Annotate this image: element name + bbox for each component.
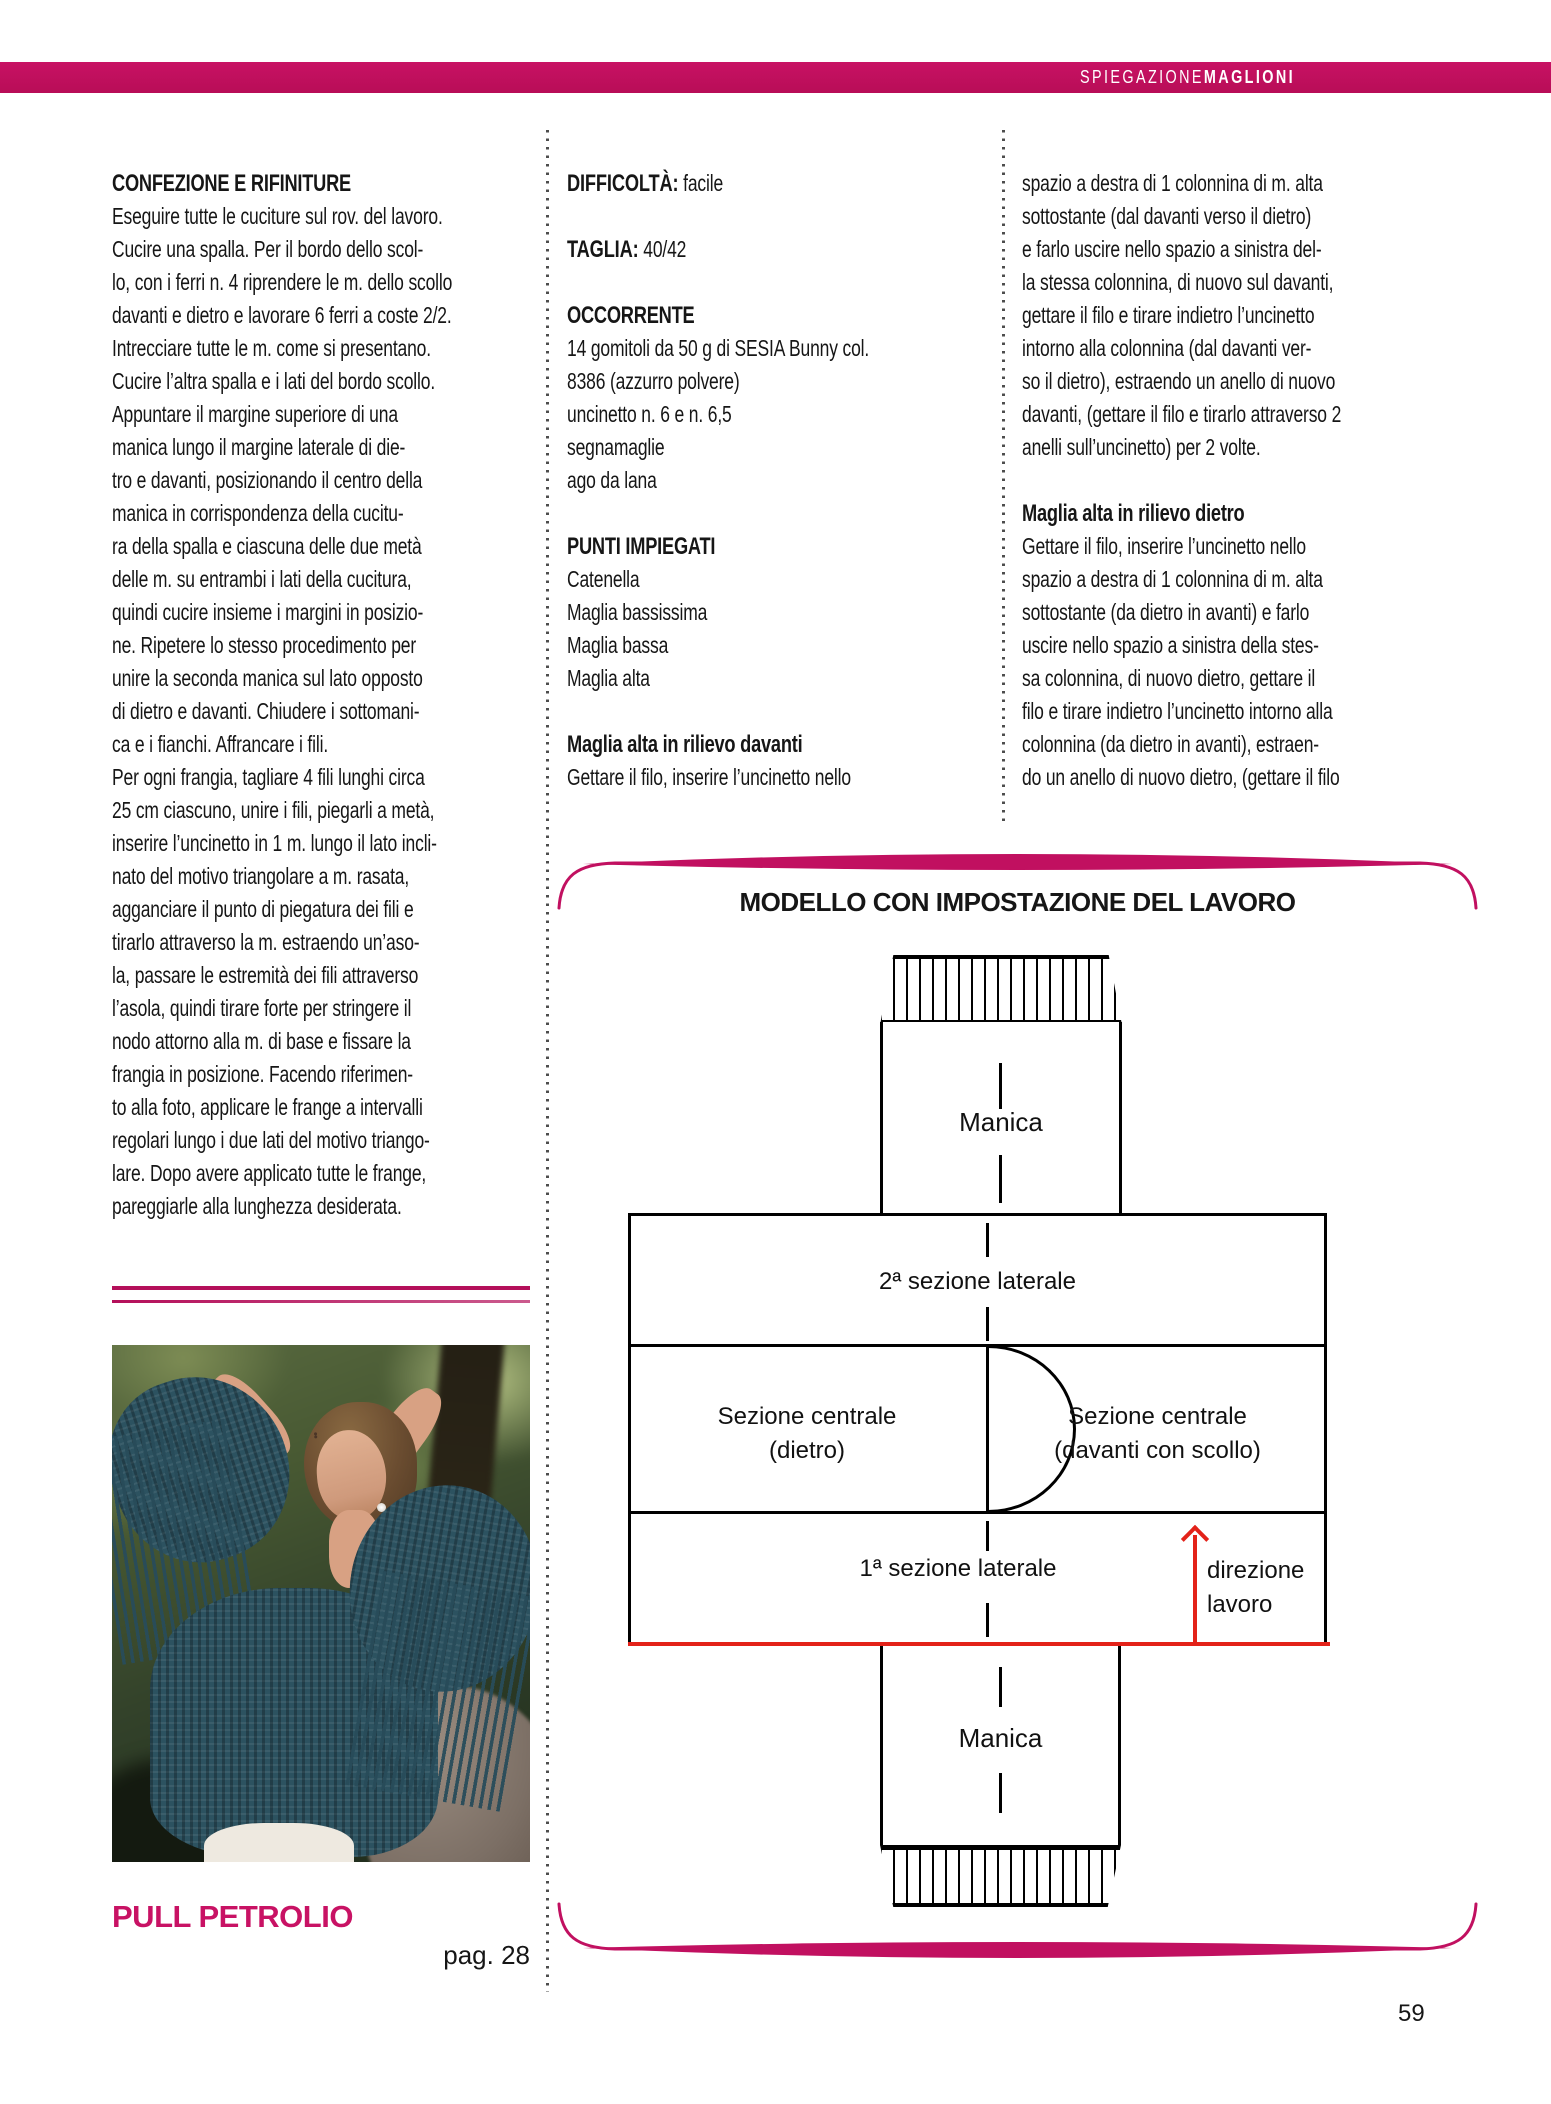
text-line: Maglia alta in rilievo davanti [567,731,803,758]
text-line: PUNTI IMPIEGATI [567,533,716,560]
text-line: frangia in posizione. Facendo riferimen- [112,1061,413,1087]
text-line: agganciare il punto di piegatura dei fili e [112,896,414,922]
text-line: quindi cucire insieme i margini in posizio- [112,599,424,625]
diagram-bottom-bracket [555,1900,1480,1962]
photo-white-skirt [204,1823,354,1862]
text-line: l’asola, quindi tirare forte per stringere il [112,995,412,1021]
text-line: ago da lana [567,467,657,493]
text-line: ne. Ripetere lo stesso procedimento per [112,632,417,658]
diagram-title: MODELLO CON IMPOSTAZIONE DEL LAVORO [739,887,1296,917]
header-section-label: SPIEGAZIONE [1080,67,1204,87]
text-line: Eseguire tutte le cuciture sul rov. del lavoro. [112,203,443,229]
text-line: Catenella [567,566,640,592]
header-section-bold-label: MAGLIONI [1203,67,1296,87]
band-separator-upper [628,1344,1327,1347]
text-line: manica in corrispondenza della cucitu- [112,500,404,526]
text-line: delle m. su entrambi i lati della cucitura, [112,566,412,592]
sleeve-top-cuff [880,955,1122,1025]
text-line: lare. Dopo avere applicato tutte le frange, [112,1160,427,1186]
text-line: 25 cm ciascuno, unire i fili, piegarli a metà, [112,797,435,823]
separator-rule-thick [112,1286,530,1290]
text-line [567,266,575,299]
sleeve-bottom-cuff [880,1845,1121,1907]
text-line: to alla foto, applicare le frange a intervalli [112,1094,423,1120]
direction-label-line2: lavoro [1207,1591,1273,1618]
text-line: colonnina (da dietro in avanti), estraen- [1022,731,1319,757]
text-line: Cucire una spalla. Per il bordo dello scol- [112,236,424,262]
sleeve-top-dash-1 [999,1063,1002,1109]
text-line: pareggiarle alla lunghezza desiderata. [112,1193,402,1219]
page-reference: pag. 28 [443,1940,530,1970]
model-photo [112,1345,530,1862]
text-line: DIFFICOLTÀ: facile [567,170,724,197]
text-line: 14 gomitoli da 50 g di SESIA Bunny col. [567,335,870,361]
text-line: tirarlo attraverso la m. estraendo un’aso- [112,929,420,955]
text-line: davanti e dietro e lavorare 6 ferri a coste 2/2. [112,302,452,328]
text-line [567,200,575,233]
column-confezione [112,167,534,1223]
center-dash-band2-b [986,1307,989,1341]
text-line: Gettare il filo, inserire l’uncinetto nello [567,764,851,790]
text-line: uscire nello spazio a sinistra della stes- [1022,632,1319,658]
text-line: unire la seconda manica sul lato opposto [112,665,423,691]
text-line: filo e tirare indietro l’uncinetto intorno alla [1022,698,1333,724]
text-line: Cucire l’altra spalla e i lati del bordo scollo. [112,368,436,394]
center-back-label-line2: (dietro) [768,1437,846,1464]
center-front-label-line2: (davanti con scollo) [1054,1437,1261,1464]
header-title-text [1080,62,1295,93]
text-line: Maglia bassa [567,632,669,658]
column-divider-right [1002,130,1005,824]
text-line: regolari lungo i due lati del motivo triango- [112,1127,430,1153]
band1-label: 1ª sezione laterale [859,1555,1057,1582]
center-dash-band2-a [986,1223,989,1257]
center-dash-band1-b [986,1603,989,1637]
page-number: 59 [1398,2000,1425,2027]
text-line: 8386 (azzurro polvere) [567,368,740,394]
center-dash-band1-a [986,1521,989,1551]
text-line: manica lungo il margine laterale di die- [112,434,406,460]
text-line: sa colonnina, di nuovo dietro, gettare il [1022,665,1316,691]
sleeve-top-dash-2 [999,1155,1002,1203]
text-line [567,695,575,728]
center-front-label-line1: Sezione centrale [1068,1403,1247,1430]
work-scheme-diagram [555,845,1480,1965]
pull-petrolio-label: PULL PETROLIO [112,1899,353,1934]
text-line: sottostante (dal davanti verso il dietro) [1022,203,1312,229]
text-line: CONFEZIONE E RIFINITURE [112,170,351,197]
text-line: davanti, (gettare il filo e tirarlo attraverso 2 [1022,401,1342,427]
text-line: OCCORRENTE [567,302,695,329]
text-line: nato del motivo triangolare a m. rasata, [112,863,410,889]
text-line: lo, con i ferri n. 4 riprendere le m. dello scollo [112,269,453,295]
text-line: spazio a destra di 1 colonnina di m. alta [1022,170,1323,196]
text-line: nodo attorno alla m. di base e fissare la [112,1028,411,1054]
center-back-label-line1: Sezione centrale [717,1403,897,1430]
text-line: spazio a destra di 1 colonnina di m. alta [1022,566,1323,592]
band2-label: 2ª sezione laterale [878,1268,1076,1295]
direction-label-line1: direzione [1207,1557,1305,1584]
text-line: ra della spalla e ciascuna delle due metà [112,533,422,559]
text-line: gettare il filo e tirare indietro l’uncinetto [1022,302,1315,328]
text-line: la stessa colonnina, di nuovo sul davanti, [1022,269,1334,295]
text-line [567,497,575,530]
sleeve-top-label: Manica [959,1107,1043,1137]
text-line: la, passare le estremità dei fili attraverso [112,962,419,988]
column-divider-left [546,130,549,1992]
text-line [1022,464,1030,497]
text-line: sottostante (da dietro in avanti) e farlo [1022,599,1310,625]
text-line: inserire l’uncinetto in 1 m. lungo il lato incli- [112,830,437,856]
text-line: tro e davanti, posizionando il centro della [112,467,423,493]
text-line: Maglia alta in rilievo dietro [1022,500,1245,527]
text-line: Intrecciare tutte le m. come si presentano. [112,335,431,361]
text-line: TAGLIA: 40/42 [567,236,687,263]
text-line: uncinetto n. 6 e n. 6,5 [567,401,732,427]
text-line: e farlo uscire nello spazio a sinistra del- [1022,236,1322,262]
text-line: intorno alla colonnina (dal davanti ver- [1022,335,1312,361]
text-line: Per ogni frangia, tagliare 4 fili lunghi circa [112,764,425,790]
text-line: Gettare il filo, inserire l’uncinetto nello [1022,533,1306,559]
header-bar [0,62,1551,93]
separator-rule-thin [112,1300,530,1303]
text-line: anelli sull’uncinetto) per 2 volte. [1022,434,1261,460]
sleeve-bottom-dash-1 [999,1667,1002,1707]
text-line: di dietro e davanti. Chiudere i sottomani- [112,698,420,724]
text-line: Maglia alta [567,665,650,691]
text-line: Appuntare il margine superiore di una [112,401,398,427]
text-line: Maglia bassissima [567,599,708,625]
sleeve-bottom-dash-2 [999,1773,1002,1813]
text-line: do un anello di nuovo dietro, (gettare il filo [1022,764,1340,790]
band-separator-lower [628,1511,1327,1514]
text-line: ca e i fianchi. Affrancare i fili. [112,731,329,757]
header-title [1080,62,1295,93]
text-line: segnamaglie [567,434,665,460]
column-spiegazione [1022,167,1444,794]
sleeve-bottom-label: Manica [958,1723,1043,1753]
text-line: so il dietro), estraendo un anello di nuovo [1022,368,1336,394]
column-occorrente [567,167,989,794]
